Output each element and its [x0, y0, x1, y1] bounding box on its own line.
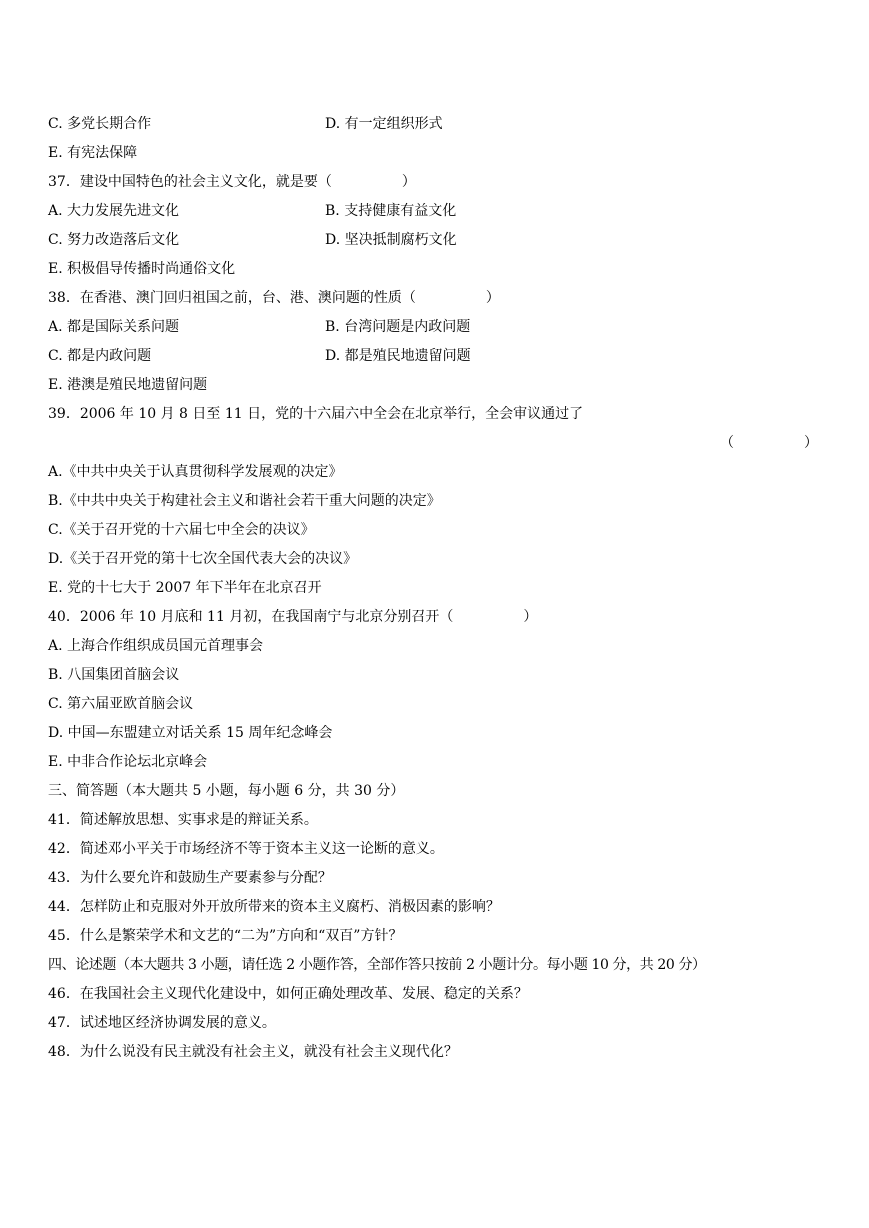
question-45: 45．什么是繁荣学术和文艺的“二为”方向和“双百”方针？ — [48, 928, 403, 944]
option-b: B. 台湾问题是内政问题 — [325, 319, 471, 335]
answer-parentheses: （ ） — [720, 435, 818, 451]
option-d: D. 都是殖民地遗留问题 — [325, 348, 471, 364]
question-43: 43．为什么要允许和鼓励生产要素参与分配？ — [48, 870, 332, 886]
option-b: B. 支持健康有益文化 — [325, 203, 457, 219]
option-c: C.《关于召开党的十六届七中全会的决议》 — [48, 522, 315, 538]
option-c: C. 多党长期合作 — [48, 116, 152, 132]
question-37-options-cd — [48, 231, 457, 249]
question-41: 41．简述解放思想、实事求是的辩证关系。 — [48, 812, 318, 828]
option-e: E. 港澳是殖民地遗留问题 — [48, 377, 208, 393]
question-37-options-ab — [48, 202, 457, 220]
option-c: C. 都是内政问题 — [48, 348, 152, 364]
option-b: B. 八国集团首脑会议 — [48, 667, 180, 683]
option-d: D. 中国—东盟建立对话关系 15 周年纪念峰会 — [48, 725, 333, 741]
option-e: E. 积极倡导传播时尚通俗文化 — [48, 261, 236, 277]
question-38-options-ab — [48, 318, 471, 336]
question-38-options-cd — [48, 347, 471, 365]
section-heading: 四、论述题（本大题共 3 小题，请任选 2 小题作答，全部作答只按前 2 小题计分。每小题 10 分，共 20 分） — [48, 957, 706, 973]
question-46: 46．在我国社会主义现代化建设中，如何正确处理改革、发展、稳定的关系？ — [48, 986, 528, 1002]
option-a: A.《中共中央关于认真贯彻科学发展观的决定》 — [48, 464, 343, 480]
question-38: 38．在香港、澳门回归祖国之前，台、港、澳问题的性质（ ） — [48, 290, 500, 306]
option-e: E. 党的十七大于 2007 年下半年在北京召开 — [48, 580, 322, 596]
question-42: 42．简述邓小平关于市场经济不等于资本主义这一论断的意义。 — [48, 841, 444, 857]
question-44: 44．怎样防止和克服对外开放所带来的资本主义腐朽、消极因素的影响？ — [48, 899, 500, 915]
section-heading: 三、简答题（本大题共 5 小题，每小题 6 分，共 30 分） — [48, 783, 405, 799]
question-39: 39．2006 年 10 月 8 日至 11 日，党的十六届六中全会在北京举行，全会审议通过了 — [48, 406, 584, 422]
option-a: A. 大力发展先进文化 — [48, 203, 180, 219]
option-b: B.《中共中央关于构建社会主义和谐社会若干重大问题的决定》 — [48, 493, 441, 509]
question-37: 37．建设中国特色的社会主义文化，就是要（ ） — [48, 174, 416, 190]
option-c: C. 第六届亚欧首脑会议 — [48, 696, 194, 712]
option-d: D. 坚决抵制腐朽文化 — [325, 232, 457, 248]
option-d: D.《关于召开党的第十七次全国代表大会的决议》 — [48, 551, 358, 567]
option-e: E. 有宪法保障 — [48, 145, 138, 161]
option-a: A. 上海合作组织成员国元首理事会 — [48, 638, 264, 654]
question-48: 48．为什么说没有民主就没有社会主义，就没有社会主义现代化？ — [48, 1044, 458, 1060]
question-36-options-cd — [48, 115, 443, 133]
question-47: 47．试述地区经济协调发展的意义。 — [48, 1015, 276, 1031]
option-a: A. 都是国际关系问题 — [48, 319, 180, 335]
option-e: E. 中非合作论坛北京峰会 — [48, 754, 208, 770]
question-40: 40．2006 年 10 月底和 11 月初，在我国南宁与北京分别召开（ ） — [48, 609, 538, 625]
option-c: C. 努力改造落后文化 — [48, 232, 180, 248]
option-d: D. 有一定组织形式 — [325, 116, 443, 132]
